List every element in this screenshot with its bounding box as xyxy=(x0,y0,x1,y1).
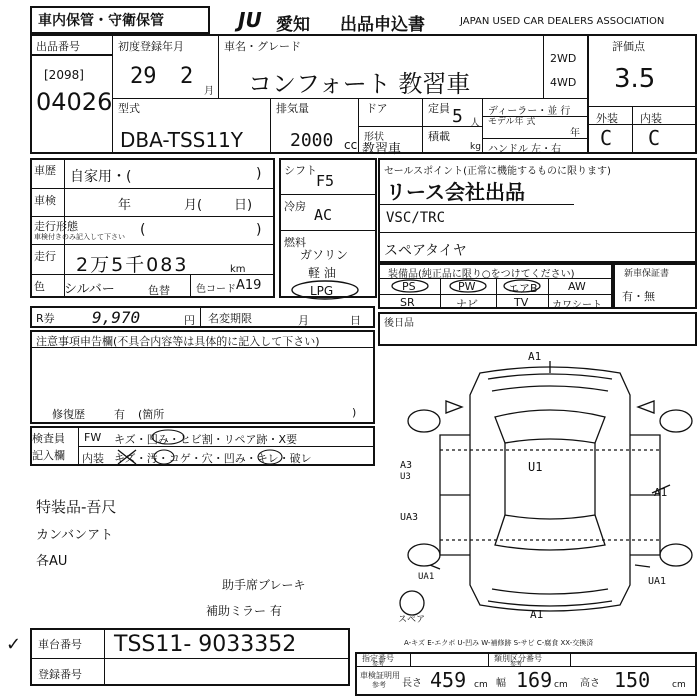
model-name-label: 車名・グレード xyxy=(224,40,301,53)
handnote-3: 各AU xyxy=(36,554,68,569)
shape-label: 形状 xyxy=(364,132,384,143)
capacity-value: 5 xyxy=(452,106,463,127)
handnote-1: 特装品-吾尺 xyxy=(36,498,117,516)
registration-month: 2 xyxy=(180,64,194,89)
fuel-label: 燃料 xyxy=(284,236,306,249)
equip-aw: AW xyxy=(568,280,586,293)
doors-label: ドア xyxy=(366,102,388,115)
displacement-unit: cc xyxy=(344,138,358,152)
height-unit: cm xyxy=(672,680,686,690)
exterior-label: 外装 xyxy=(596,112,618,125)
association-name: JAPAN USED CAR DEALERS ASSOCIATION xyxy=(460,16,665,27)
drive-2wd: 2WD xyxy=(550,52,577,65)
cert-label: 車検証明用 xyxy=(360,671,400,680)
equip-sr: SR xyxy=(400,296,415,309)
drive-4wd: 4WD xyxy=(550,76,577,89)
recycle-value: 9,970 xyxy=(92,308,141,327)
brand-logo: JU xyxy=(238,8,262,32)
displacement-value: 2000 xyxy=(290,130,334,151)
model-year-unit: 年 xyxy=(570,128,580,139)
inspection-month-unit: 月( xyxy=(184,198,203,213)
load-unit: kg xyxy=(470,142,481,152)
capacity-unit: 人 xyxy=(470,118,480,129)
inspection-day-unit: 日) xyxy=(234,198,253,213)
mark-left-door-u3: U3 xyxy=(400,472,411,482)
score-value: 3.5 xyxy=(614,64,656,94)
mileage-opt-label: 走行形態 xyxy=(34,220,78,233)
exterior-grade: C xyxy=(600,126,613,150)
warranty-options: 有・無 xyxy=(622,290,655,303)
height-value: 150 xyxy=(614,668,651,692)
shape-value: 教習車 xyxy=(362,142,402,157)
type-code-label: 型式 xyxy=(118,102,140,115)
chassis-label: 車台番号 xyxy=(38,638,82,651)
mileage-opt-sub: 車検付きのみ記入して下さい xyxy=(34,233,125,241)
mileage-opt-open: ( xyxy=(140,222,146,238)
chassis-number: TSS11- 9033352 xyxy=(114,632,297,657)
equip-navi: ナビ xyxy=(456,298,478,311)
inspector-row1: キズ・凹み・ヒビ割・リペア跡・X要 xyxy=(114,433,298,446)
registration-month-unit: 月 xyxy=(204,86,214,97)
org-name: 愛知 xyxy=(276,15,310,35)
sales-point-headline: リース会社出品 xyxy=(386,180,525,204)
height-label: 高さ xyxy=(580,678,600,689)
equip-airbag: エアB xyxy=(508,282,538,295)
corner-checkmark: ✓ xyxy=(6,634,22,655)
repair-close: ) xyxy=(352,406,357,419)
mark-left-ua3: UA3 xyxy=(400,512,419,523)
equip-pw: PW xyxy=(458,280,476,293)
model-name: コンフォート 教習車 xyxy=(248,70,471,98)
history-value: 自家用・( xyxy=(70,169,132,185)
reg-number-label: 登録番号 xyxy=(38,668,82,681)
mileage-unit: km xyxy=(230,264,246,275)
registration-label: 初度登録年月 xyxy=(118,40,184,53)
inspector-label2: 記入欄 xyxy=(32,449,65,462)
width-unit: cm xyxy=(554,680,568,690)
interior-label: 内装 xyxy=(640,112,662,125)
storage-notice: 車内保管・守衛保管 xyxy=(38,13,164,29)
dealer-label: ディーラー・並 行 xyxy=(488,106,571,117)
handnote-2: カンバンアト xyxy=(36,528,114,543)
spec-item-sub: 参考 xyxy=(372,661,385,668)
mark-roof: U1 xyxy=(528,460,543,474)
sales-point-label: セールスポイント(正常に機能するものに限ります) xyxy=(384,166,611,177)
equip-ps: PS xyxy=(402,280,416,293)
length-label: 長さ xyxy=(402,678,422,689)
type-code: DBA-TSS11Y xyxy=(120,128,244,152)
mileage-opt-close: ) xyxy=(256,222,262,238)
class-item-sub: 参考 xyxy=(510,661,523,668)
rear-goods-box xyxy=(378,312,697,346)
equip-seat: カワシート xyxy=(552,300,602,311)
color-code-label: 色コード xyxy=(196,284,236,295)
color-change-label: 色替 xyxy=(148,284,170,297)
mark-front: A1 xyxy=(528,350,542,363)
color-label: 色 xyxy=(34,280,45,293)
cert-sub: 参考 xyxy=(372,681,386,689)
handle-label: ハンドル 左・右 xyxy=(488,144,562,155)
inspector-row2: キズ・汚・コゲ・穴・凹み・キレ・破レ xyxy=(114,452,312,465)
equipment-label: 装備品(純正品に限り○をつけてください) xyxy=(388,269,575,280)
warranty-label: 新車保証書 xyxy=(624,269,670,279)
length-unit: cm xyxy=(474,680,488,690)
model-year-label: モデル年 式 xyxy=(488,117,536,127)
mark-left-rear: UA1 xyxy=(418,572,435,582)
lot-box-value: [2098] xyxy=(44,68,84,82)
lot-number: 04026 xyxy=(36,88,113,116)
history-close: ) xyxy=(256,166,262,182)
mark-right-rear: UA1 xyxy=(648,576,667,587)
history-label: 車歴 xyxy=(34,164,56,177)
spare-label: スペア xyxy=(398,615,426,625)
inspection-year-unit: 年 xyxy=(118,198,132,213)
registration-year: 29 xyxy=(130,64,157,89)
inspector-label: 検査員 xyxy=(32,432,65,445)
shift-label: シフト xyxy=(284,164,317,177)
diagram-note-1: 助手席ブレーキ xyxy=(222,578,306,592)
interior-grade: C xyxy=(648,126,661,150)
diagram-note-2: 補助ミラー 有 xyxy=(206,604,282,618)
mark-right-side: A1 xyxy=(654,486,668,499)
recycle-box xyxy=(30,306,375,328)
repair-place: (箇所 xyxy=(138,408,165,421)
mark-rear: A1 xyxy=(530,608,544,621)
lot-label: 出品番号 xyxy=(36,40,80,53)
form-title: 出品申込書 xyxy=(340,15,425,35)
fuel-diesel: 軽 油 xyxy=(308,266,336,280)
inspector-row1-head: FW xyxy=(84,431,102,444)
equip-tv: TV xyxy=(514,296,529,309)
notices-label: 注意事項申告欄(不具合内容等は具体的に記入して下さい) xyxy=(36,335,320,348)
score-label: 評価点 xyxy=(612,40,645,53)
damage-legend: A-キズ E-エクボ U-凹み W-補修跡 S-サビ C-腐食 XX-交換済 xyxy=(404,639,594,647)
inspection-label: 車検 xyxy=(34,194,56,207)
width-value: 169 xyxy=(516,668,553,692)
inspector-marks xyxy=(78,424,378,468)
fuel-gasoline: ガソリン xyxy=(300,248,349,262)
aircon-label: 冷房 xyxy=(284,200,306,213)
repair-value: 有 xyxy=(114,408,125,421)
name-change-day: 日 xyxy=(350,314,361,327)
mark-left-door-a3: A3 xyxy=(400,460,413,471)
length-value: 459 xyxy=(430,668,467,692)
name-change-month: 月 xyxy=(298,314,309,327)
mileage-label: 走行 xyxy=(34,250,56,263)
sales-point-line3: スペアタイヤ xyxy=(384,243,467,259)
repair-label: 修復歴 xyxy=(52,408,85,421)
inspector-row2-head: 内装 xyxy=(82,452,104,465)
sales-point-line2: VSC/TRC xyxy=(386,210,446,226)
displacement-label: 排気量 xyxy=(276,102,309,115)
class-item-label: 類別区分番号 xyxy=(494,654,542,663)
mileage-value: 2万5千083 xyxy=(76,254,189,276)
width-label: 幅 xyxy=(496,678,506,689)
name-change-label: 名変期限 xyxy=(208,312,252,325)
rear-goods-label: 後日品 xyxy=(384,318,414,329)
spec-item-label: 指定番号 xyxy=(362,654,394,663)
aircon-value: AC xyxy=(314,206,333,224)
shift-value: F5 xyxy=(316,172,335,190)
recycle-unit: 円 xyxy=(184,314,195,327)
load-label: 積載 xyxy=(428,130,450,143)
fuel-lpg: LPG xyxy=(310,284,334,298)
color-value: シルバー xyxy=(64,282,115,297)
recycle-label: R券 xyxy=(36,312,55,325)
capacity-label: 定員 xyxy=(428,102,450,115)
color-code: A19 xyxy=(236,278,262,293)
